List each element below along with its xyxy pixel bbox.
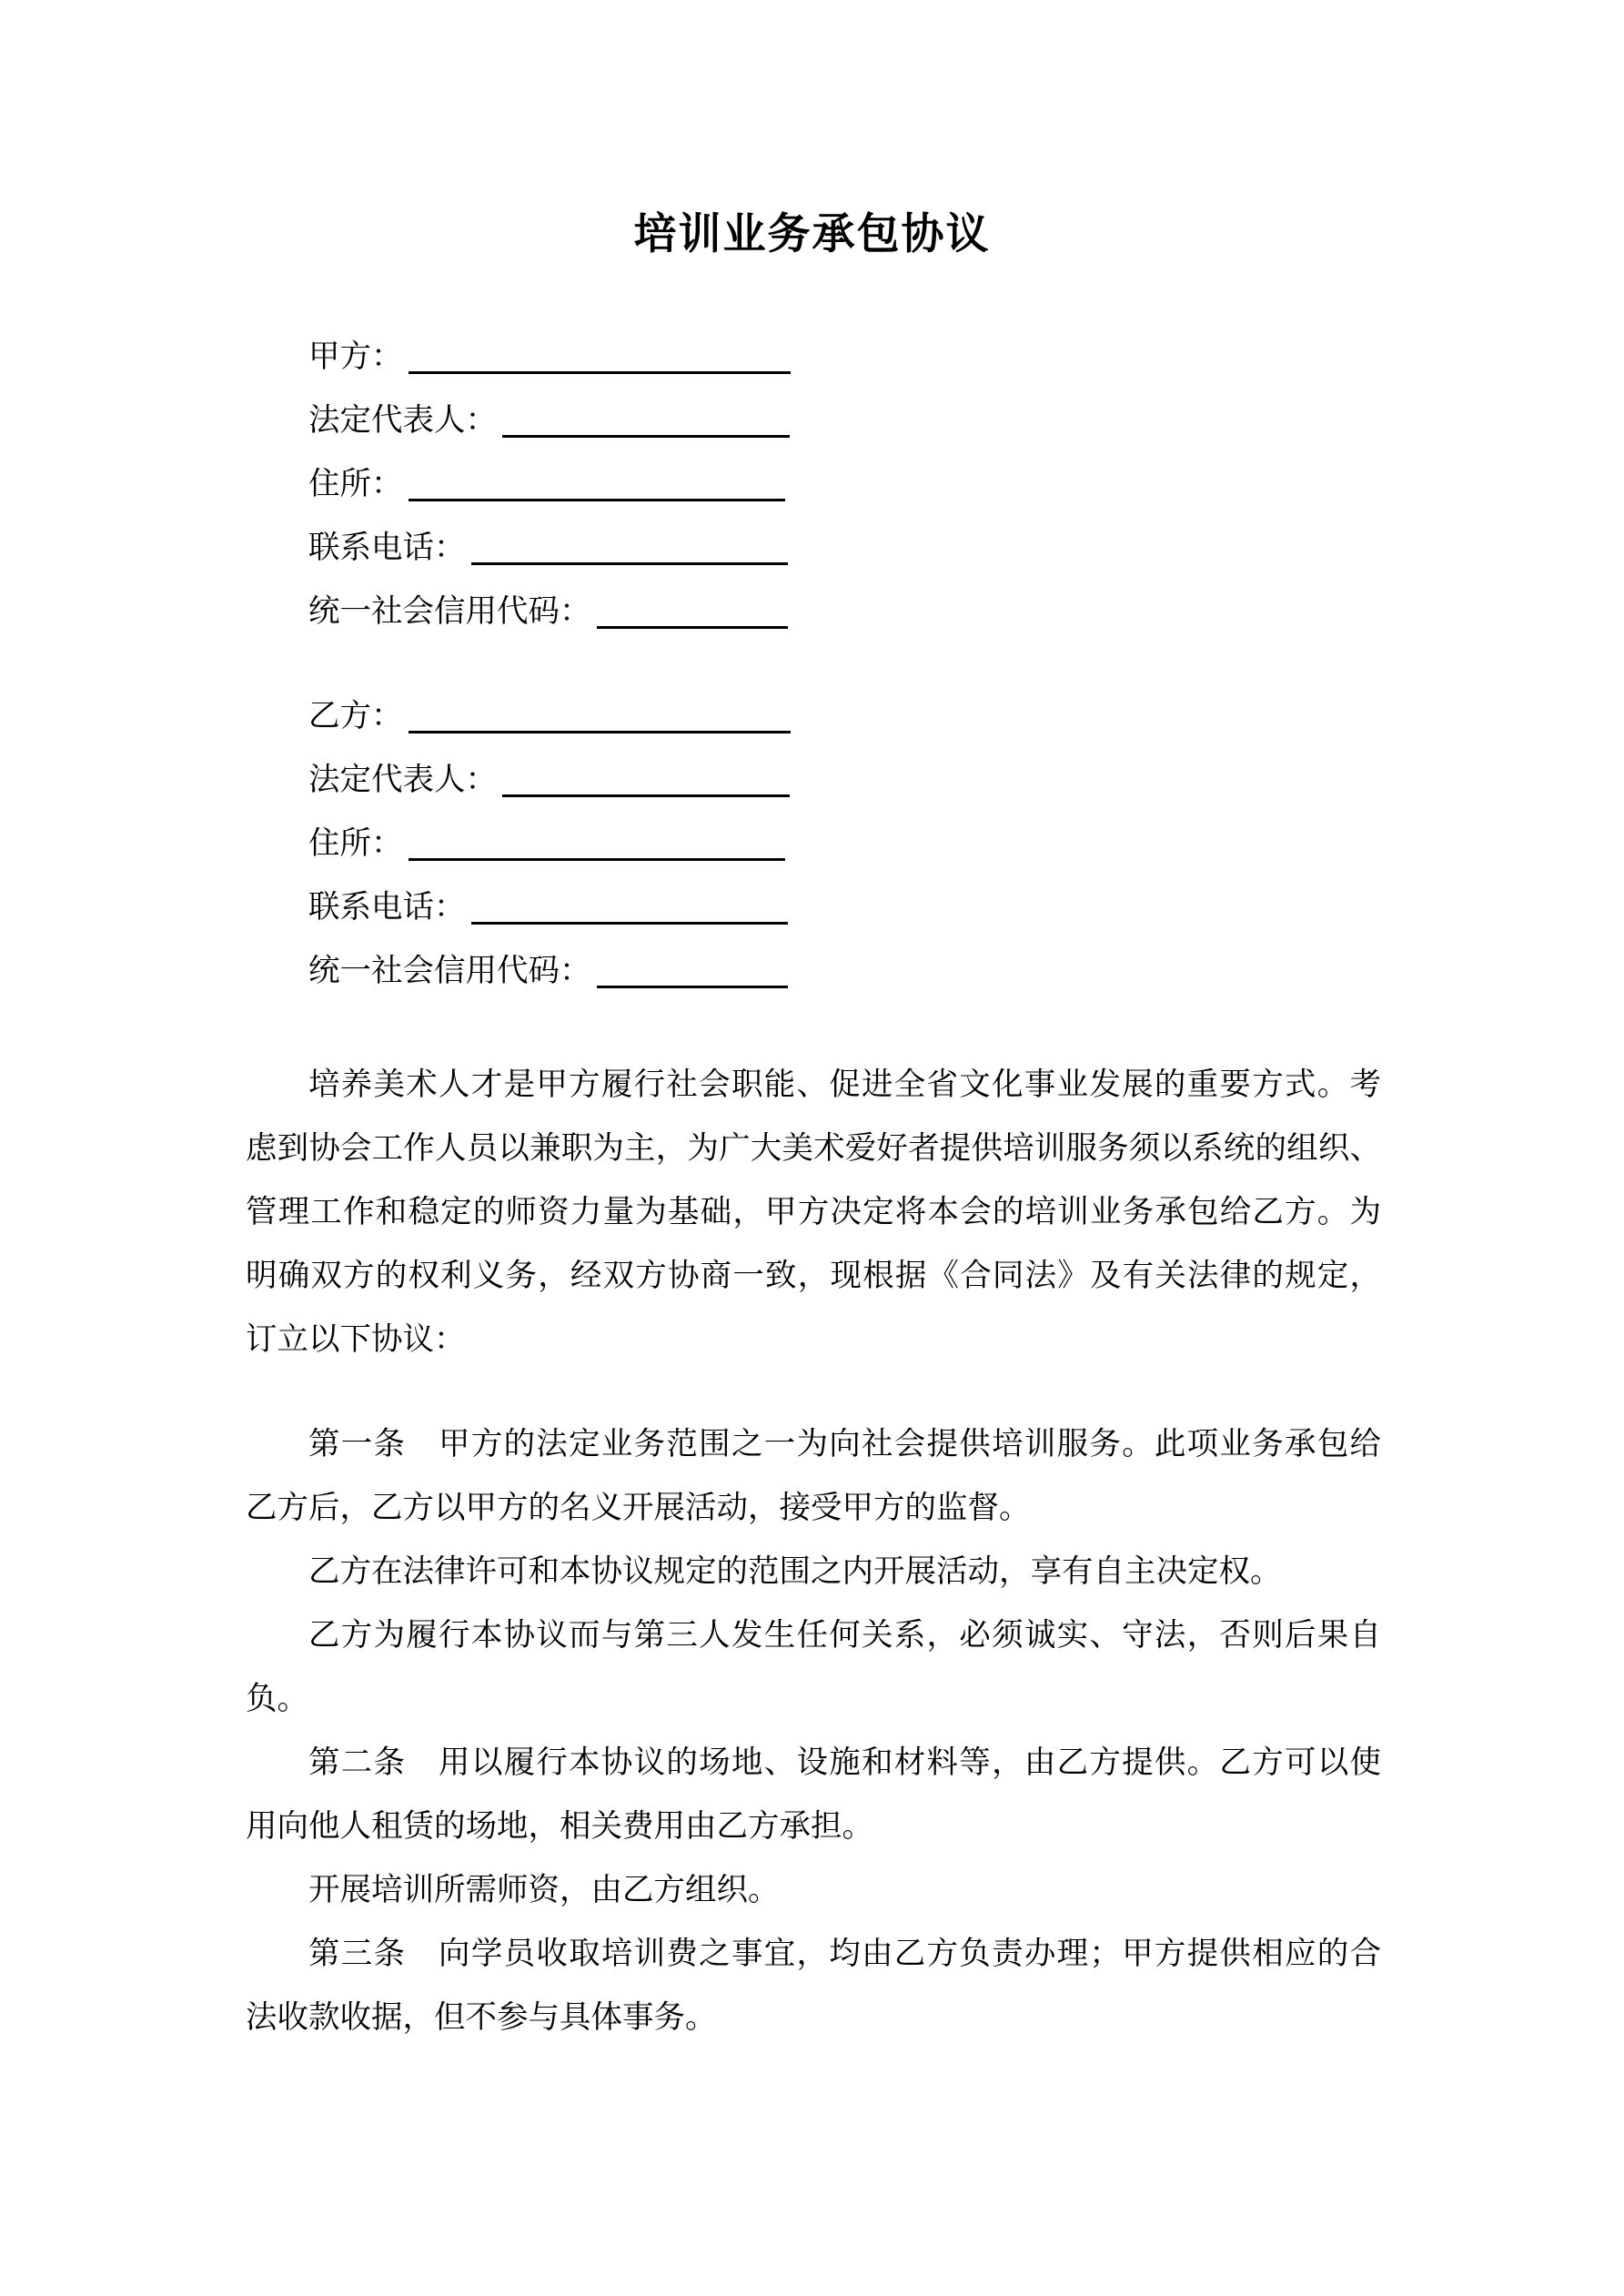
clauses-paragraphs xyxy=(246,1412,1381,2049)
blank-underline xyxy=(409,371,791,374)
field-label: 法定代表人： xyxy=(308,403,497,438)
text-line: 乙方为履行本协议而与第三人发生任何关系，必须诚实、守法，否则后果自 xyxy=(308,1618,1381,1653)
text-line: 管理工作和稳定的师资力量为基础，甲方决定将本会的培训业务承包给乙方。为 xyxy=(246,1195,1381,1229)
party-a-fields xyxy=(246,325,1381,643)
blank-underline xyxy=(597,986,788,988)
text-line: 明确双方的权利义务，经双方协商一致，现根据《合同法》及有关法律的规定， xyxy=(246,1259,1381,1293)
form-field-row xyxy=(246,389,1381,452)
form-field-row xyxy=(246,812,1381,875)
blank-underline xyxy=(409,731,791,733)
text-line: 法收款收据，但不参与具体事务。 xyxy=(246,2000,717,2035)
document-title: 培训业务承包协议 xyxy=(633,211,991,258)
field-label: 联系电话： xyxy=(308,531,466,565)
text-line: 用向他人租赁的场地，相关费用由乙方承担。 xyxy=(246,1809,873,1844)
form-field-row xyxy=(246,875,1381,939)
text-line: 虑到协会工作人员以兼职为主，为广大美术爱好者提供培训服务须以系统的组织、 xyxy=(246,1131,1381,1166)
text-line: 乙方后，乙方以甲方的名义开展活动，接受甲方的监督。 xyxy=(246,1491,1031,1525)
form-field-row xyxy=(246,748,1381,812)
blank-underline xyxy=(502,794,790,797)
text-line: 订立以下协议： xyxy=(246,1322,466,1357)
field-label: 统一社会信用代码： xyxy=(308,594,591,629)
field-label: 法定代表人： xyxy=(308,763,497,797)
field-label: 联系电话： xyxy=(308,890,466,925)
form-field-row xyxy=(246,684,1381,748)
field-label: 甲方： xyxy=(308,339,403,374)
blank-underline xyxy=(597,626,788,629)
blank-underline xyxy=(409,858,785,861)
text-line: 第二条 用以履行本协议的场地、设施和材料等，由乙方提供。乙方可以使 xyxy=(308,1745,1381,1780)
form-field-row xyxy=(246,325,1381,389)
form-field-row xyxy=(246,452,1381,516)
text-line: 第三条 向学员收取培训费之事宜，均由乙方负责办理；甲方提供相应的合 xyxy=(308,1937,1381,1971)
text-line: 培养美术人才是甲方履行社会职能、促进全省文化事业发展的重要方式。考 xyxy=(308,1067,1381,1102)
field-label: 住所： xyxy=(308,467,403,501)
blank-underline xyxy=(502,435,790,438)
blank-underline xyxy=(471,922,788,925)
text-line: 乙方在法律许可和本协议规定的范围之内开展活动，享有自主决定权。 xyxy=(308,1554,1282,1589)
form-field-row xyxy=(246,939,1381,1003)
field-label: 住所： xyxy=(308,826,403,861)
preamble-paragraph xyxy=(246,1053,1381,1371)
blank-underline xyxy=(409,499,785,501)
text-line: 第一条 甲方的法定业务范围之一为向社会提供培训服务。此项业务承包给 xyxy=(308,1427,1381,1462)
form-field-row xyxy=(246,516,1381,580)
party-b-fields xyxy=(246,684,1381,1003)
field-label: 统一社会信用代码： xyxy=(308,954,591,988)
text-line: 开展培训所需师资，由乙方组织。 xyxy=(308,1873,780,1907)
document-body xyxy=(246,325,1381,2049)
form-field-row xyxy=(246,580,1381,643)
section-spacer xyxy=(246,1371,1381,1412)
blank-underline xyxy=(471,562,788,565)
text-line: 负。 xyxy=(246,1682,308,1716)
field-label: 乙方： xyxy=(308,699,403,733)
section-spacer xyxy=(246,643,1381,684)
section-spacer xyxy=(246,1003,1381,1053)
